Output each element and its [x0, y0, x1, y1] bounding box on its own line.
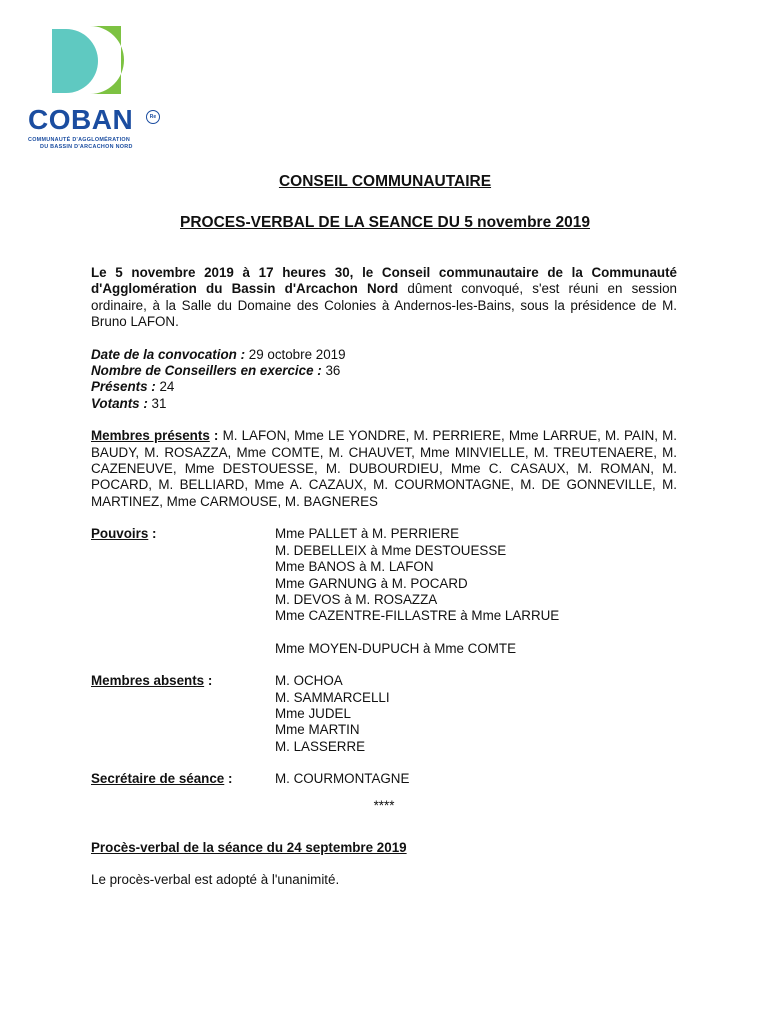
- presents-line: [91, 379, 677, 395]
- presents-value: 24: [155, 379, 175, 395]
- pouvoirs-section: [91, 526, 677, 657]
- absent-item: Mme JUDEL: [275, 705, 351, 721]
- pouvoirs-colon: :: [148, 526, 157, 542]
- pouvoir-item: M. DEBELLEIX à Mme DESTOUESSE: [275, 542, 507, 558]
- intro-paragraph: [91, 265, 677, 331]
- membres-presents-list: M. LAFON, Mme LE YONDRE, M. PERRIERE, Mme LARRUE, M. PAIN, M. BAUDY, M. ROSAZZA, Mme COMTE, M. CHAUVET, Mme MINVIELLE, M. TREUTENAERE, M. CAZENEUVE, Mme DESTOUESSE, M. DUBOURDIEU, Mme C. CASAUX, M. ROMAN, M. POCARD, M. BELLIARD, Mme A. CAZAUX, M. COURMONTAGNE, M. DE GONNEVILLE, M. MARTINEZ, Mme CARMOUSE, M. BAGNERES: [91, 428, 677, 509]
- absent-item: M. OCHOA: [275, 673, 343, 689]
- intro-bold: Le 5 novembre 2019 à 17 heures 30, le Conseil communautaire de la Communauté d'Agglomération du Bassin d'Arcachon Nord: [91, 265, 677, 297]
- secretaire-name: M. COURMONTAGNE: [275, 771, 410, 787]
- convocation-value: 29 octobre 2019: [245, 346, 346, 362]
- absents-colon: :: [204, 673, 213, 689]
- absent-item: M. SAMMARCELLI: [275, 689, 390, 705]
- convocation-line: [91, 347, 677, 363]
- absents-section: [91, 673, 677, 755]
- pouvoirs-label-cell: [91, 526, 275, 657]
- page-subtitle: PROCES-VERBAL DE LA SEANCE DU 5 novembre 2019: [180, 214, 590, 231]
- absents-label: Membres absents: [91, 673, 205, 689]
- pouvoir-item: Mme BANOS à M. LAFON: [275, 559, 434, 575]
- logo-subtitle-1: COMMUNAUTÉ D'AGGLOMÉRATION: [28, 137, 131, 143]
- pouvoir-item: M. DEVOS à M. ROSAZZA: [275, 591, 438, 607]
- absent-item: M. LASSERRE: [275, 738, 366, 754]
- convocation-label: Date de la convocation :: [91, 346, 246, 362]
- pouvoir-item: Mme MOYEN-DUPUCH à Mme COMTE: [275, 640, 517, 656]
- coban-logo-mark: [26, 24, 166, 104]
- absents-label-cell: [91, 673, 275, 755]
- logo-badge: Re: [146, 110, 160, 124]
- presents-label: Présents :: [91, 379, 156, 395]
- membres-presents-colon: :: [209, 428, 223, 444]
- separator: ****: [373, 797, 395, 813]
- conseillers-line: [91, 363, 677, 379]
- pv-section-text: Le procès-verbal est adopté à l'unanimité.: [91, 872, 340, 888]
- logo-wordmark: COBAN: [28, 104, 134, 135]
- votants-line: [91, 396, 677, 412]
- pv-section-title: Procès-verbal de la séance du 24 septembre 2019: [91, 839, 407, 855]
- secretaire-section: [91, 771, 677, 787]
- pouvoirs-list: [275, 526, 559, 657]
- secretaire-value: [275, 771, 409, 787]
- logo-subtitle-2: DU BASSIN D'ARCACHON NORD: [40, 144, 133, 150]
- intro-rest: dûment convoqué, s'est réuni en session ordinaire, à la Salle du Domaine des Colonies à Andernos-les-Bains, sous la présidence de M. Bruno LAFON.: [91, 281, 677, 330]
- conseillers-value: 36: [321, 363, 341, 379]
- membres-presents: [91, 428, 677, 510]
- page-title: CONSEIL COMMUNAUTAIRE: [278, 173, 492, 190]
- meeting-info: [91, 347, 677, 413]
- absents-list: [275, 673, 390, 755]
- absent-item: Mme MARTIN: [275, 722, 360, 738]
- pouvoir-item: Mme PALLET à M. PERRIERE: [275, 526, 460, 542]
- document-body: [91, 265, 677, 889]
- pouvoir-item: Mme CAZENTRE-FILLASTRE à Mme LARRUE: [275, 608, 560, 624]
- votants-label: Votants :: [91, 395, 148, 411]
- secretaire-colon: :: [224, 771, 233, 787]
- conseillers-label: Nombre de Conseillers en exercice :: [91, 363, 322, 379]
- secretaire-label: Secrétaire de séance: [91, 771, 225, 787]
- pouvoirs-label: Pouvoirs: [91, 526, 149, 542]
- coban-logo: [26, 24, 166, 152]
- membres-presents-label: Membres présents: [91, 428, 210, 444]
- secretaire-label-cell: [91, 771, 275, 787]
- pouvoir-item: Mme GARNUNG à M. POCARD: [275, 575, 468, 591]
- votants-value: 31: [147, 395, 167, 411]
